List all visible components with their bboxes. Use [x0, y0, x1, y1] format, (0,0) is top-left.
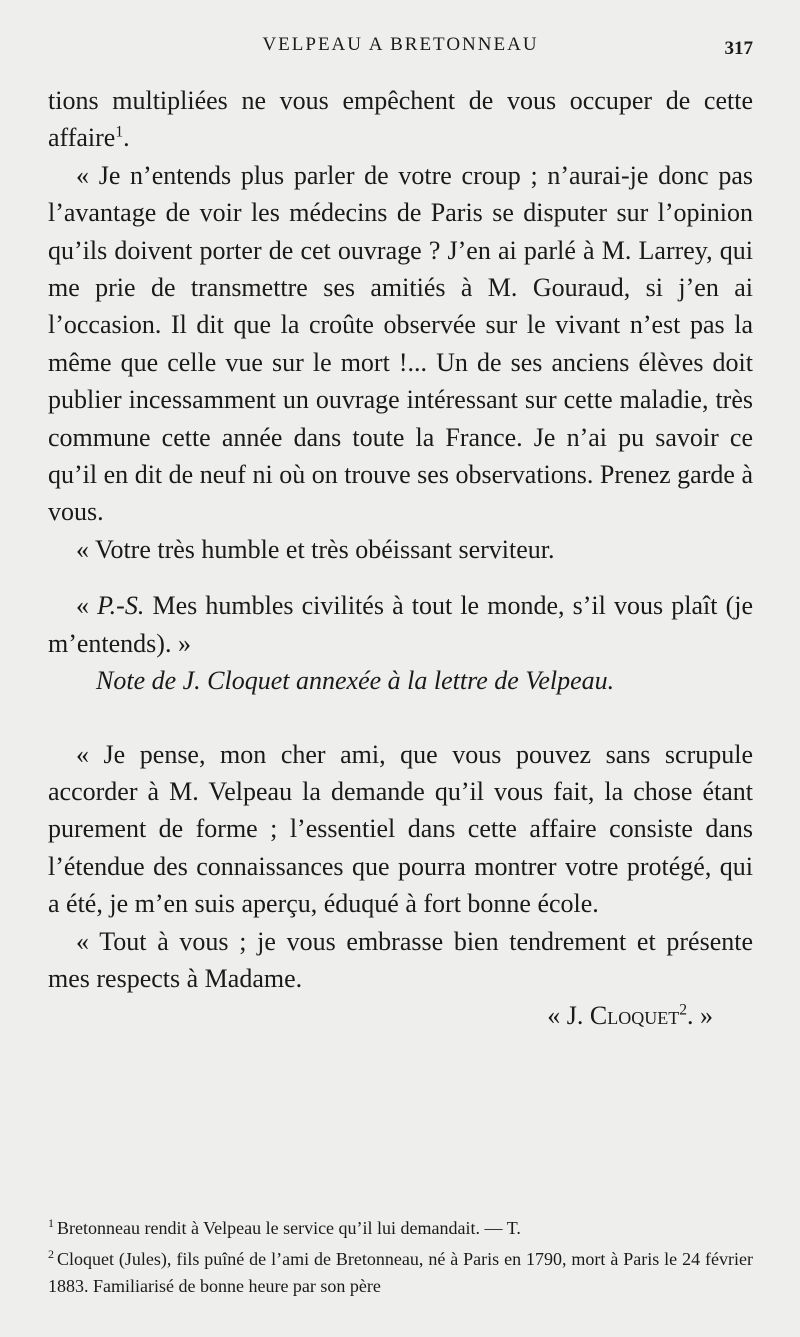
paragraph-end: .	[123, 123, 130, 153]
footnote	[48, 1215, 753, 1242]
footnote-text: Cloquet (Jules), fils puîné de l’ami de Bretonneau, né à Paris en 1790, mort à Paris le 24 février 1883. Familiarisé de bonne heure par son père	[48, 1249, 753, 1296]
footnote-text: Bretonneau rendit à Velpeau le service qu’il lui demandait. — T.	[57, 1218, 521, 1238]
quote-open: «	[76, 591, 98, 621]
footnote-mark: 1	[48, 1216, 54, 1230]
paragraph-farewell: « Tout à vous ; je vous embrasse bien tendrement et présente mes respects à Madame.	[48, 926, 753, 993]
postscript-text: Mes humbles civilités à tout le monde, s’il vous plaît (je m’entends). »	[48, 591, 754, 658]
footnote-ref: 2	[679, 1001, 687, 1019]
signature-close: . »	[687, 1001, 713, 1031]
postscript-label: P.-S.	[97, 591, 145, 621]
paragraph-cloquet-note: « Je pense, mon cher ami, que vous pouvez sans scrupule accorder à M. Velpeau la demande qu’il vous fait, la chose étant purement de forme ; l’essentiel dans cette affaire consiste dans l’étendue des connaissances que pourra montrer votre protégé, qui a été, je m’en suis aperçu, éduqué à fort bonne école.	[48, 739, 753, 919]
footnote	[48, 1246, 753, 1300]
paragraph-postscript	[48, 587, 753, 662]
signature-name: Cloquet	[589, 1001, 680, 1031]
running-title: VELPEAU A BRETONNEAU	[262, 34, 539, 55]
body-text	[48, 82, 753, 1035]
running-head	[48, 34, 753, 64]
signature-open: « J.	[547, 1001, 590, 1031]
signature	[48, 997, 753, 1034]
paragraph-text: tions multipliées ne vous empêchent de vous occuper de cette affaire	[48, 86, 753, 153]
paragraph-croup: « Je n’entends plus parler de votre croup ; n’aurai-je donc pas l’avantage de voir les médecins de Paris se disputer sur l’opinion qu’ils doivent porter de cet ouvrage ? J’en ai parlé à M. Larrey, qui me prie de transmettre ses amitiés à M. Gouraud, si j’en ai l’occasion. Il dit que la croûte observée sur le vivant n’est pas la même que celle vue sur le mort !... Un de ses anciens élèves doit publier incessamment un ouvrage intéressant sur cette maladie, très commune cette année dans toute la France. Je n’ai pu savoir ce qu’il en dit de neuf ni où on trouve ses observations. Prenez garde à vous.	[48, 160, 753, 527]
footnotes	[48, 1215, 753, 1304]
page-number: 317	[724, 38, 753, 59]
section-title: Note de J. Cloquet annexée à la lettre de Velpeau.	[96, 666, 615, 696]
footnote-mark: 2	[48, 1247, 54, 1261]
paragraph-closing: « Votre très humble et très obéissant serviteur.	[76, 534, 555, 564]
footnote-ref: 1	[115, 123, 124, 141]
paragraph-continuation	[48, 82, 753, 157]
